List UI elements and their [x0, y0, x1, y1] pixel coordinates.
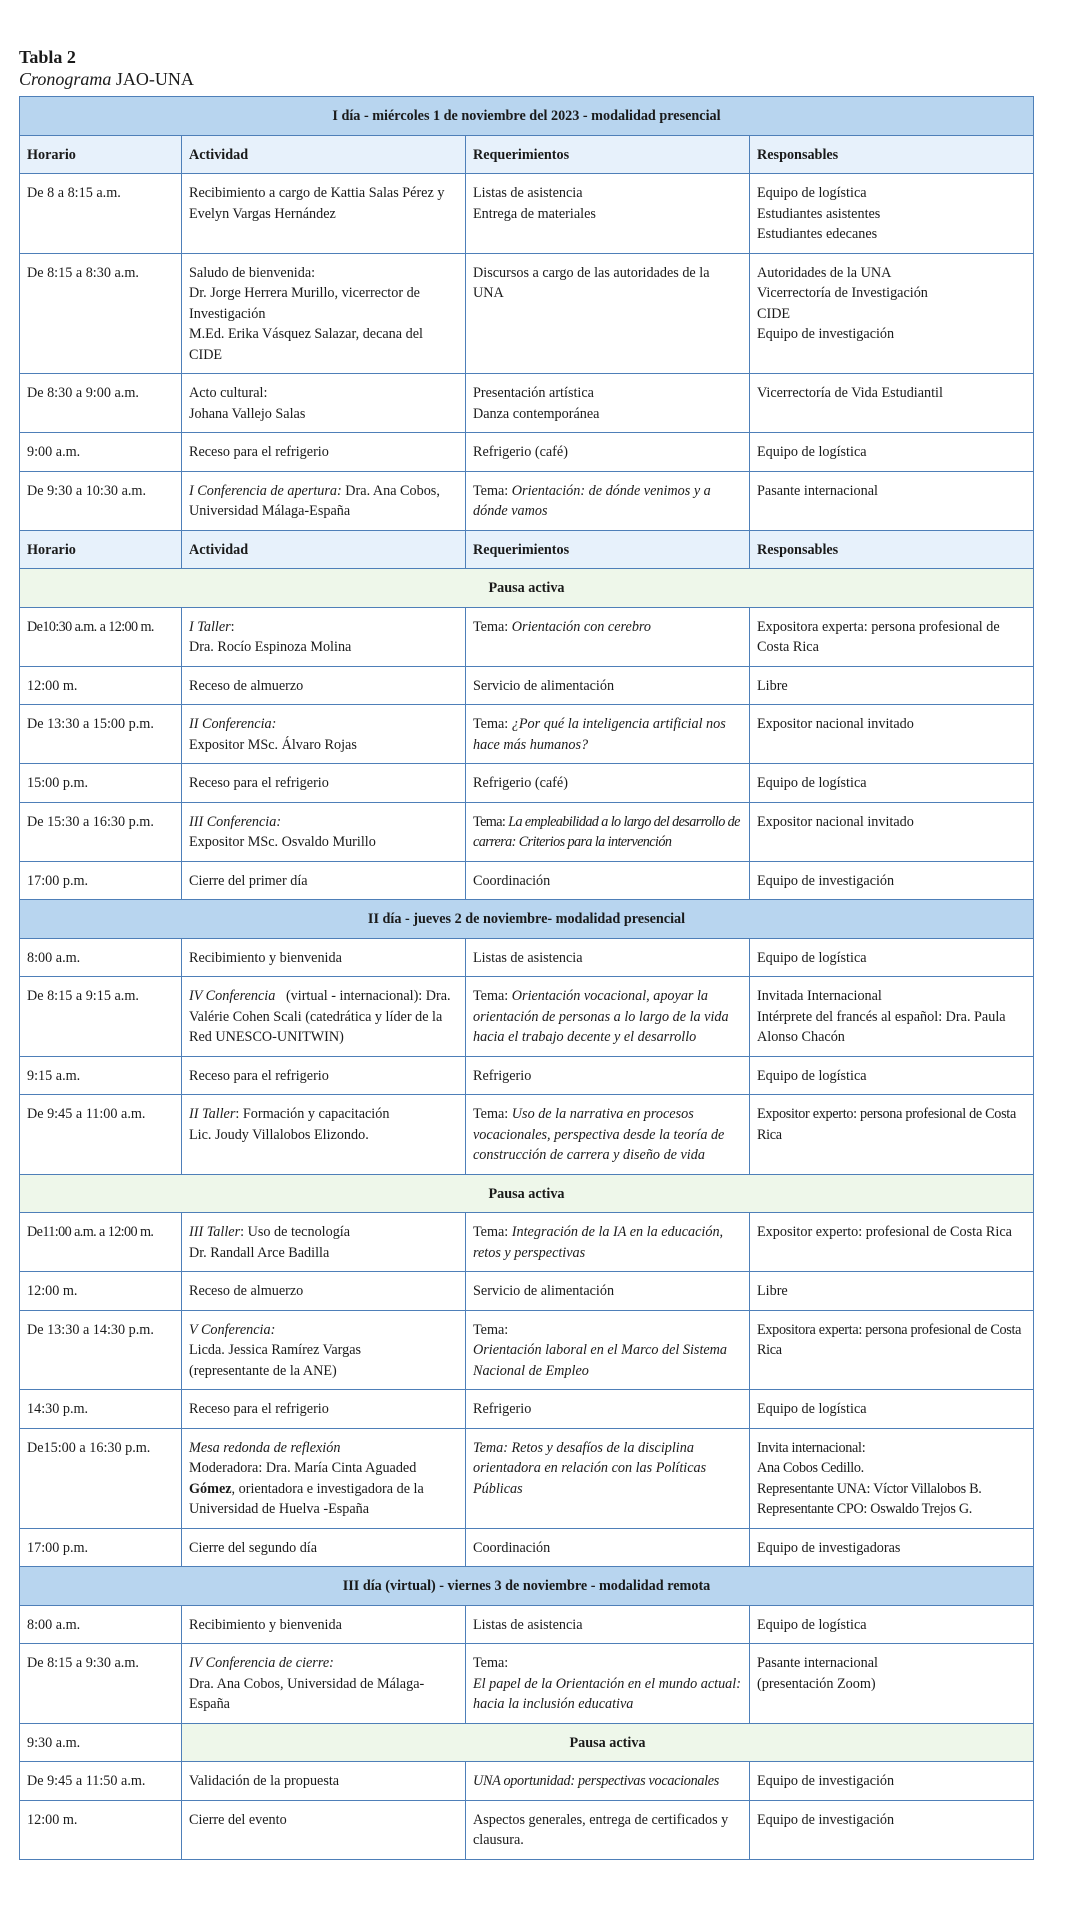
cell-activity: Cierre del segundo día: [182, 1528, 466, 1567]
act-line: Expositor MSc. Osvaldo Murillo: [189, 834, 376, 850]
cell-requirements: [466, 705, 750, 764]
act-line: (representante de la ANE): [189, 1362, 337, 1379]
table-row: [20, 1644, 1034, 1724]
act-line: [189, 1458, 458, 1520]
cell-responsible: [750, 253, 1034, 374]
table-row: [20, 861, 1034, 900]
header-actividad: Actividad: [182, 135, 466, 174]
act-italic: III Taller: [189, 1224, 241, 1240]
req-prefix: Tema:: [473, 482, 512, 499]
cell-responsible: Pasante internacional: [750, 471, 1034, 530]
act-text: Dra. Ana Cobos, Universidad Málaga-España: [189, 482, 440, 519]
cell-activity: [182, 1644, 466, 1724]
act-bold: Gómez: [189, 1480, 232, 1497]
resp-line: Pasante internacional: [757, 1655, 878, 1671]
resp-line: Autoridades de la UNA: [757, 264, 892, 281]
act-text: : Formación y capacitación: [235, 1106, 390, 1122]
column-header-row: [20, 135, 1034, 174]
cell-activity: [182, 607, 466, 666]
cell-activity: Validación de la propuesta: [182, 1762, 466, 1801]
cell-activity: Cierre del evento: [182, 1800, 466, 1859]
cell-time: 12:00 m.: [20, 666, 182, 705]
table-row: [20, 1272, 1034, 1311]
day-header-row: [20, 1567, 1034, 1606]
cell-time: De 9:30 a 10:30 a.m.: [20, 471, 182, 530]
cell-responsible: Libre: [750, 1272, 1034, 1311]
cell-responsible: [750, 1644, 1034, 1724]
req-prefix: Tema:: [473, 716, 512, 732]
cell-activity: [182, 1310, 466, 1390]
cell-time: De 9:45 a 11:50 a.m.: [20, 1762, 182, 1801]
table-number: Tabla 2: [19, 47, 76, 67]
cell-activity: [182, 1095, 466, 1175]
table-row: [20, 705, 1034, 764]
table-row: [20, 1605, 1034, 1644]
cell-time: 8:00 a.m.: [20, 938, 182, 977]
cell-time: 12:00 m.: [20, 1800, 182, 1859]
pause-label: Pausa activa: [182, 1723, 1034, 1762]
cell-activity: [182, 374, 466, 433]
cell-time: De 8 a 8:15 a.m.: [20, 174, 182, 254]
cell-time: De 8:15 a 8:30 a.m.: [20, 253, 182, 374]
act-text: Moderadora: Dra. María Cinta Aguaded: [189, 1460, 417, 1476]
act-italic: II Taller: [189, 1106, 236, 1122]
req-line: Presentación artística: [473, 385, 594, 401]
cell-activity: [182, 1428, 466, 1528]
cell-activity: [182, 1213, 466, 1272]
cell-activity: Receso para el refrigerio: [182, 433, 466, 472]
table-row: [20, 607, 1034, 666]
resp-line: Equipo de investigación: [757, 326, 895, 342]
cell-time: 15:00 p.m.: [20, 764, 182, 803]
cell-activity: [182, 471, 466, 530]
table-row: [20, 253, 1034, 374]
cell-requirements: [466, 802, 750, 861]
day-title: I día - miércoles 1 de noviembre del 2023 - modalidad presencial: [20, 97, 1034, 136]
pause-row: [20, 1174, 1034, 1213]
resp-line: Equipo de logística: [757, 185, 867, 201]
act-line: Licda. Jessica Ramírez Vargas: [189, 1342, 362, 1358]
req-italic: Orientación vocacional, apoyar la orientación de personas a lo largo de la vida hacia el trabajo decente y el desarrollo: [473, 988, 729, 1045]
cell-activity: Receso para el refrigerio: [182, 1390, 466, 1429]
cell-activity: Recibimiento y bienvenida: [182, 938, 466, 977]
cell-requirements: [466, 1213, 750, 1272]
resp-line: Invitada Internacional: [757, 988, 882, 1004]
cell-time: 9:30 a.m.: [20, 1723, 182, 1762]
cell-time: De 13:30 a 15:00 p.m.: [20, 705, 182, 764]
cell-responsible: Expositor nacional invitado: [750, 802, 1034, 861]
table-row: [20, 433, 1034, 472]
cell-requirements: UNA oportunidad: perspectivas vocacionales: [466, 1762, 750, 1801]
cell-activity: [182, 977, 466, 1057]
cell-activity: Recibimiento y bienvenida: [182, 1605, 466, 1644]
cell-activity: Receso para el refrigerio: [182, 1056, 466, 1095]
cell-requirements: [466, 1310, 750, 1390]
cell-requirements: [466, 174, 750, 254]
cell-time: De 8:15 a 9:15 a.m.: [20, 977, 182, 1057]
act-italic: V Conferencia:: [189, 1321, 276, 1338]
table-title-rest: JAO-UNA: [111, 69, 194, 89]
act-line: Acto cultural:: [189, 385, 268, 401]
cell-requirements: Servicio de alimentación: [466, 1272, 750, 1311]
cell-time: De 8:30 a 9:00 a.m.: [20, 374, 182, 433]
cell-time: De 15:30 a 16:30 p.m.: [20, 802, 182, 861]
req-italic: Orientación: de dónde venimos y a dónde vamos: [473, 482, 711, 519]
cell-responsible: Equipo de investigadoras: [750, 1528, 1034, 1567]
cell-requirements: [466, 1095, 750, 1175]
resp-line: Estudiantes asistentes: [757, 205, 881, 222]
cell-time: De11:00 a.m. a 12:00 m.: [20, 1213, 182, 1272]
cell-time: 12:00 m.: [20, 1272, 182, 1311]
cell-activity: [182, 253, 466, 374]
act-italic: Mesa redonda de reflexión: [189, 1439, 341, 1456]
cell-requirements: [466, 607, 750, 666]
act-italic: IV Conferencia: [189, 988, 276, 1004]
table-row: [20, 764, 1034, 803]
act-line: [189, 617, 458, 638]
table-row: [20, 174, 1034, 254]
cell-responsible: Equipo de investigación: [750, 861, 1034, 900]
cell-time: De 8:15 a 9:30 a.m.: [20, 1644, 182, 1724]
header-horario: Horario: [20, 530, 182, 569]
cell-requirements: Coordinación: [466, 1528, 750, 1567]
table-row: [20, 1390, 1034, 1429]
cell-responsible: Equipo de investigación: [750, 1762, 1034, 1801]
cell-activity: Receso para el refrigerio: [182, 764, 466, 803]
cell-requirements: [466, 1644, 750, 1724]
act-italic: IV Conferencia de cierre:: [189, 1655, 334, 1671]
cell-requirements: Listas de asistencia: [466, 1605, 750, 1644]
act-line: Expositor MSc. Álvaro Rojas: [189, 736, 357, 753]
act-line: Dr. Jorge Herrera Murillo, vicerrector de Investigación: [189, 285, 420, 322]
resp-line: Intérprete del francés al español: Dra. Paula Alonso Chacón: [757, 1008, 1006, 1045]
act-line: Johana Vallejo Salas: [189, 405, 306, 422]
cell-responsible: Equipo de logística: [750, 1390, 1034, 1429]
resp-line: Invita internacional:: [757, 1439, 866, 1456]
resp-line: (presentación Zoom): [757, 1675, 876, 1692]
table-row: [20, 1213, 1034, 1272]
req-prefix: Tema:: [473, 1106, 512, 1122]
pause-label: Pausa activa: [20, 569, 1034, 608]
table-title: [19, 68, 1075, 90]
cell-responsible: Expositor experto: profesional de Costa Rica: [750, 1213, 1034, 1272]
act-line: Dra. Ana Cobos, Universidad de Málaga-España: [189, 1675, 425, 1712]
cell-requirements: Refrigerio: [466, 1056, 750, 1095]
cell-time: 9:00 a.m.: [20, 433, 182, 472]
table-row: [20, 1095, 1034, 1175]
day-header-row: [20, 900, 1034, 939]
header-requerimientos: Requerimientos: [466, 530, 750, 569]
table-row: [20, 1800, 1034, 1859]
cell-responsible: Expositor nacional invitado: [750, 705, 1034, 764]
header-responsables: Responsables: [750, 135, 1034, 174]
cell-time: De15:00 a 16:30 p.m.: [20, 1428, 182, 1528]
req-italic: Uso de la narrativa en procesos vocacionales, perspectiva desde la teoría de construcción de carrera y diseño de vida: [473, 1106, 725, 1163]
day-title: III día (virtual) - viernes 3 de noviembre - modalidad remota: [20, 1567, 1034, 1606]
act-line: Dra. Rocío Espinoza Molina: [189, 639, 352, 655]
act-line: Lic. Joudy Villalobos Elizondo.: [189, 1126, 369, 1143]
act-line: Dr. Randall Arce Badilla: [189, 1244, 330, 1261]
act-text: , orientadora e investigadora de la Universidad de Huelva -España: [189, 1480, 424, 1517]
act-text: (virtual - internacional): Dra. Valérie Cohen Scali (catedrática y líder de la Red UNESCO-UNITWIN): [189, 988, 454, 1045]
resp-line: Estudiantes edecanes: [757, 226, 878, 242]
act-italic: III Conferencia:: [189, 813, 282, 830]
act-line: [189, 1222, 458, 1243]
cell-requirements: Refrigerio: [466, 1390, 750, 1429]
cell-responsible: [750, 977, 1034, 1057]
table-row: [20, 977, 1034, 1057]
table-row: [20, 938, 1034, 977]
table-row: [20, 1428, 1034, 1528]
resp-line: Ana Cobos Cedillo.: [757, 1460, 864, 1476]
act-text: : Uso de tecnología: [240, 1224, 351, 1240]
cell-responsible: Expositora experta: persona profesional de Costa Rica: [750, 607, 1034, 666]
req-italic: Integración de la IA en la educación, retos y perspectivas: [473, 1224, 731, 1261]
resp-line: Representante CPO: Oswaldo Trejos G.: [757, 1501, 973, 1517]
table-row: [20, 1762, 1034, 1801]
day-title: II día - jueves 2 de noviembre- modalidad presencial: [20, 900, 1034, 939]
resp-line: CIDE: [757, 305, 791, 322]
cell-activity: Recibimiento a cargo de Kattia Salas Pérez y Evelyn Vargas Hernández: [182, 174, 466, 254]
cell-responsible: [750, 174, 1034, 254]
table-row: [20, 666, 1034, 705]
cell-responsible: Equipo de investigación: [750, 1800, 1034, 1859]
req-line: Entrega de materiales: [473, 205, 596, 222]
header-actividad: Actividad: [182, 530, 466, 569]
resp-line: Vicerrectoría de Investigación: [757, 285, 928, 301]
cell-time: 9:15 a.m.: [20, 1056, 182, 1095]
pause-label: Pausa activa: [20, 1174, 1034, 1213]
cell-responsible: Equipo de logística: [750, 938, 1034, 977]
req-italic: Orientación con cerebro: [511, 618, 652, 635]
cell-requirements: [466, 374, 750, 433]
cell-activity: Cierre del primer día: [182, 861, 466, 900]
cell-requirements: [466, 977, 750, 1057]
cell-requirements: Coordinación: [466, 861, 750, 900]
table-row: [20, 1528, 1034, 1567]
table-row: [20, 1056, 1034, 1095]
req-line: Tema:: [473, 1655, 509, 1671]
cell-responsible: Equipo de logística: [750, 764, 1034, 803]
cell-activity: Receso de almuerzo: [182, 666, 466, 705]
cell-time: De 13:30 a 14:30 p.m.: [20, 1310, 182, 1390]
req-italic: Orientación laboral en el Marco del Sistema Nacional de Empleo: [473, 1342, 728, 1379]
header-requerimientos: Requerimientos: [466, 135, 750, 174]
table-row: [20, 374, 1034, 433]
cell-responsible: [750, 1428, 1034, 1528]
cell-time: 8:00 a.m.: [20, 1605, 182, 1644]
resp-line: Representante UNA: Víctor Villalobos B.: [757, 1480, 982, 1497]
cell-requirements: Servicio de alimentación: [466, 666, 750, 705]
cell-requirements: Listas de asistencia: [466, 938, 750, 977]
table-title-italic: Cronograma: [19, 69, 112, 89]
cell-responsible: Equipo de logística: [750, 1605, 1034, 1644]
req-italic: ¿Por qué la inteligencia artificial nos hace más humanos?: [473, 716, 726, 753]
act-line: M.Ed. Erika Vásquez Salazar, decana del CIDE: [189, 326, 423, 363]
column-header-row: [20, 530, 1034, 569]
req-prefix: Tema:: [473, 988, 512, 1004]
act-line: Saludo de bienvenida:: [189, 264, 316, 281]
cell-responsible: Expositora experta: persona profesional de Costa Rica: [750, 1310, 1034, 1390]
cell-activity: [182, 705, 466, 764]
header-responsables: Responsables: [750, 530, 1034, 569]
req-line: Danza contemporánea: [473, 405, 600, 422]
day-header-row: [20, 97, 1034, 136]
act-italic: II Conferencia:: [189, 716, 277, 732]
req-line: Listas de asistencia: [473, 185, 583, 201]
cell-responsible: Equipo de logística: [750, 1056, 1034, 1095]
req-prefix: Tema:: [473, 618, 512, 635]
cell-requirements: Refrigerio (café): [466, 764, 750, 803]
req-italic: La empleabilidad a lo largo del desarrollo de carrera: Criterios para la intervención: [473, 813, 740, 850]
cell-responsible: Libre: [750, 666, 1034, 705]
req-line: Tema:: [473, 1321, 509, 1338]
cell-requirements: [466, 471, 750, 530]
cell-responsible: Vicerrectoría de Vida Estudiantil: [750, 374, 1034, 433]
cell-time: 17:00 p.m.: [20, 861, 182, 900]
cell-requirements: Refrigerio (café): [466, 433, 750, 472]
header-horario: Horario: [20, 135, 182, 174]
cell-time: 17:00 p.m.: [20, 1528, 182, 1567]
cell-requirements: Discursos a cargo de las autoridades de la UNA: [466, 253, 750, 374]
act-text: :: [230, 618, 235, 635]
cell-responsible: Expositor experto: persona profesional de Costa Rica: [750, 1095, 1034, 1175]
table-row: [20, 802, 1034, 861]
cell-requirements: Tema: Retos y desafíos de la disciplina orientadora en relación con las Políticas Públicas: [466, 1428, 750, 1528]
req-italic: El papel de la Orientación en el mundo actual: hacia la inclusión educativa: [473, 1675, 741, 1712]
act-italic: I Conferencia de apertura:: [189, 482, 342, 499]
cell-activity: [182, 802, 466, 861]
cell-time: De10:30 a.m. a 12:00 m.: [20, 607, 182, 666]
cell-activity: Receso de almuerzo: [182, 1272, 466, 1311]
act-line: [189, 1104, 458, 1125]
cell-requirements: Aspectos generales, entrega de certificados y clausura.: [466, 1800, 750, 1859]
pause-row: [20, 1723, 1034, 1762]
cell-time: De 9:45 a 11:00 a.m.: [20, 1095, 182, 1175]
req-prefix: Tema:: [473, 813, 509, 830]
table-row: [20, 1310, 1034, 1390]
cell-responsible: Equipo de logística: [750, 433, 1034, 472]
pause-row: [20, 569, 1034, 608]
schedule-table: [19, 96, 1034, 1860]
act-italic: I Taller: [189, 618, 231, 635]
req-prefix: Tema:: [473, 1224, 512, 1240]
table-row: [20, 471, 1034, 530]
cell-time: 14:30 p.m.: [20, 1390, 182, 1429]
